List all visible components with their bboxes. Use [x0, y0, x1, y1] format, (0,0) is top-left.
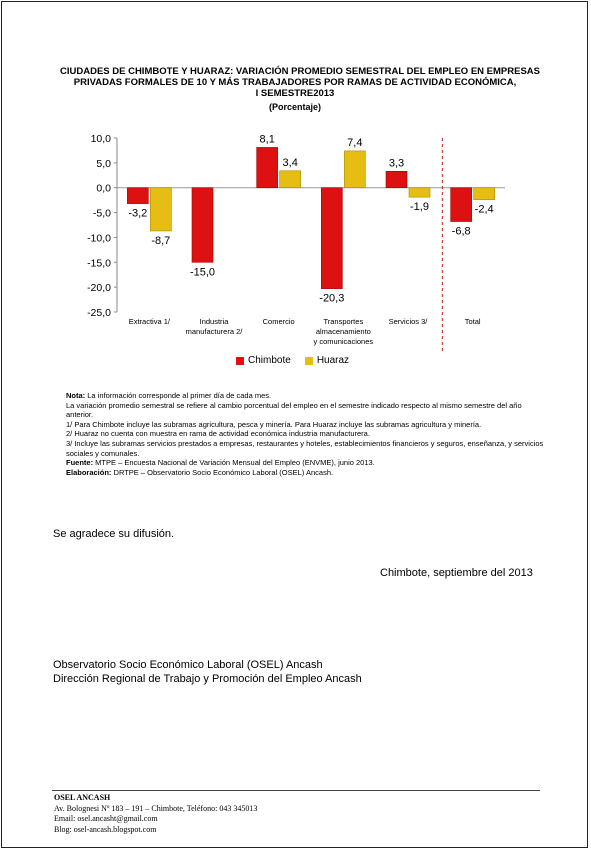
note-fuente: [66, 458, 546, 468]
data-label-chimbote: -6,8: [451, 225, 471, 238]
footer-blog: Blog: osel-ancash.blogspot.com: [54, 824, 157, 834]
thanks-text: Se agradece su difusión.: [53, 528, 175, 540]
chart-notes: [66, 391, 546, 477]
x-category-label: Comercio: [262, 317, 295, 326]
data-label-chimbote: -15,0: [189, 266, 216, 279]
data-label-chimbote: -3,2: [128, 207, 148, 220]
note-elaboracion-label: Elaboración:: [66, 467, 112, 477]
org-line-2: Dirección Regional de Trabajo y Promoción del Empleo Ancash: [53, 673, 362, 685]
organization-block: [53, 658, 362, 686]
footer-email: Email: osel.ancasht@gmail.com: [54, 814, 158, 823]
data-label-huaraz: -8,7: [151, 234, 171, 247]
x-category-label: Total: [464, 317, 481, 326]
x-category-label: y comunicaciones: [313, 337, 374, 346]
y-tick-label: -10,0: [87, 232, 111, 245]
footer-address: Av. Bolognesi Nº 183 – 191 – Chimbote, Teléfono: 043 345013: [54, 803, 258, 813]
bar-chart: [0, 0, 591, 360]
data-label-huaraz: 3,4: [282, 156, 298, 169]
note-variation: La variación promedio semestral se refiere al cambio porcentual del empleo en el semestre indicado respecto al mismo semestre del año anterior.: [66, 400, 522, 420]
x-category-label: Transportes: [323, 317, 364, 326]
bar-chimbote: [257, 147, 278, 187]
data-label-huaraz: -1,9: [410, 201, 429, 214]
bar-chimbote: [192, 188, 213, 263]
y-tick-label: -5,0: [92, 207, 111, 220]
x-category-label: Extractiva 1/: [128, 317, 170, 326]
bar-huaraz: [409, 188, 430, 197]
chart-subtitle: (Porcentaje): [268, 102, 321, 112]
chart-title-line-3: I SEMESTRE2013: [255, 88, 335, 99]
data-label-huaraz: -2,4: [474, 203, 494, 216]
note-3: 3/ Incluye las subramas servicios prestados a empresas, restaurantes y hoteles, establecimientos financieros y seguros, enseñanza, y servicios sociales y comunales.: [66, 438, 544, 458]
y-tick-label: -15,0: [87, 257, 111, 270]
note-1: 1/ Para Chimbote incluye las subramas agricultura, pesca y minería. Para Huaraz incluye las subramas agricultura y minería.: [66, 419, 482, 429]
footer-divider: [52, 790, 540, 791]
bar-huaraz: [280, 171, 301, 188]
y-tick-label: 0,0: [96, 182, 111, 195]
note-fuente-text: MTPE – Encuesta Nacional de Variación Mensual del Empleo (ENVME), junio 2013.: [93, 458, 375, 468]
bar-huaraz: [150, 188, 171, 231]
legend-swatch-huaraz: [305, 357, 313, 365]
y-tick-label: -20,0: [87, 282, 111, 295]
legend-swatch-chimbote: [236, 357, 244, 365]
org-line-1: Observatorio Socio Económico Laboral (OSEL) Ancash: [53, 659, 323, 671]
data-label-chimbote: -20,3: [319, 292, 345, 305]
legend-item-huaraz: [305, 355, 349, 366]
chart-legend: [236, 355, 349, 366]
x-category-label: Industria: [199, 317, 229, 326]
legend-item-chimbote: [236, 355, 291, 366]
bar-huaraz: [474, 188, 495, 200]
note-elaboracion-text: DRTPE – Observatorio Socio Económico Laboral (OSEL) Ancash.: [111, 467, 334, 477]
bar-chimbote: [321, 188, 342, 289]
note-nota-label: Nota:: [66, 391, 86, 400]
bar-chimbote: [386, 171, 407, 187]
bar-chimbote: [451, 188, 472, 222]
note-nota-text: La información corresponde al primer día de cada mes.: [85, 391, 272, 400]
note-nota: [66, 391, 546, 401]
x-category-label: almacenamiento: [315, 327, 371, 336]
note-fuente-label: Fuente:: [66, 458, 94, 468]
data-label-huaraz: 7,4: [347, 136, 363, 149]
y-tick-label: 10,0: [90, 133, 111, 145]
x-category-label: manufacturera 2/: [185, 327, 243, 336]
chart-title-line-2: PRIVADAS FORMALES DE 10 Y MÁS TRABAJADORES POR RAMAS DE ACTIVIDAD ECONÓMICA,: [73, 77, 517, 88]
place-date: Chimbote, septiembre del 2013: [380, 567, 533, 579]
bar-huaraz: [344, 151, 365, 188]
chart-title-line-1: CIUDADES DE CHIMBOTE Y HUARAZ: VARIACIÓN PROMEDIO SEMESTRAL DEL EMPLEO EN EMPRESAS: [60, 66, 540, 77]
footer-name: OSEL ANCASH: [54, 793, 111, 802]
data-label-chimbote: 8,1: [259, 133, 275, 146]
data-label-chimbote: 3,3: [388, 157, 405, 170]
bar-chimbote: [127, 188, 148, 204]
y-tick-label: 5,0: [96, 157, 111, 170]
note-2: 2/ Huaraz no cuenta con muestra en rama de actividad económica industria manufacturera.: [66, 429, 370, 439]
x-category-label: Servicios 3/: [388, 317, 428, 326]
footer: [54, 793, 257, 835]
y-tick-label: -25,0: [87, 307, 111, 319]
legend-label-chimbote: Chimbote: [248, 355, 291, 366]
legend-label-huaraz: Huaraz: [316, 355, 350, 366]
note-elaboracion: [66, 468, 546, 478]
